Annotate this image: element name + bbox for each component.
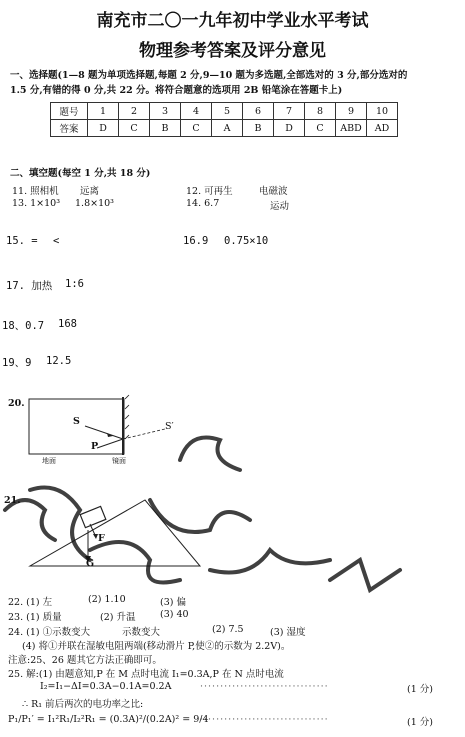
answer-cell: C: [181, 120, 212, 137]
answer-cell: ABD: [336, 120, 367, 137]
q13-answer: 13. 1×10³: [12, 198, 61, 209]
q22-answer-b: (2) 1.10: [88, 594, 126, 605]
dotted-leader-2: ································: [200, 714, 329, 725]
answer-cell: C: [119, 120, 150, 137]
q18-answer-b: 168: [58, 318, 77, 330]
q15-answer-b: <: [53, 235, 60, 247]
q23-answer: 23. (1) 质量: [8, 612, 62, 623]
number-cell: 2: [119, 103, 150, 120]
q24-answer: 24. (1) ①示数变大: [8, 627, 91, 638]
q19-answer-b: 12.5: [46, 355, 72, 367]
q14-answer-b: 运动: [270, 201, 290, 212]
q16-answer-b: 0.75×10: [224, 235, 269, 247]
dotted-leader: ································: [200, 681, 329, 692]
number-cell: 8: [305, 103, 336, 120]
answer-cell: A: [212, 120, 243, 137]
answer-cell: B: [243, 120, 274, 137]
q16-answer: 16.9: [183, 235, 209, 247]
q20-label: 20.: [8, 398, 25, 409]
handwritten-watermark: [0, 400, 465, 620]
mirror-label: 镜面: [112, 457, 126, 465]
number-cell: 10: [367, 103, 398, 120]
number-cell: 4: [181, 103, 212, 120]
q22-answer-c: (3) 偏: [160, 597, 186, 608]
q18-answer: 18、0.7: [2, 320, 45, 332]
q17-answer-b: 1:6: [65, 278, 84, 290]
q14-answer: 14. 6.7: [186, 198, 220, 209]
number-row: [51, 103, 398, 120]
note-text: 注意:25、26 题其它方法正确即可。: [8, 655, 162, 666]
q25-line1: 25. 解:(1) 由题意知,P 在 M 点时电流 I₁=0.3A,P 在 N 点时电流: [8, 669, 284, 680]
section1-instructions-line2: 1.5 分,有错的得 0 分,共 22 分。将符合题意的选项用 2B 铅笔涂在答题卡上): [10, 85, 343, 96]
score-mark-1: (1 分): [407, 684, 433, 695]
q12-answer-b: 电磁波: [259, 186, 288, 197]
q23-answer-c: (3) 40: [160, 609, 189, 620]
q17-answer: 17. 加热: [6, 280, 53, 292]
point-s-label: S: [73, 416, 80, 427]
answer-cell: D: [88, 120, 119, 137]
answer-cell: AD: [367, 120, 398, 137]
answer-table: [50, 102, 398, 137]
row-header: 题号: [51, 103, 88, 120]
number-cell: 6: [243, 103, 274, 120]
section2-title: 二、填空题(每空 1 分,共 18 分): [10, 168, 151, 179]
point-s-prime-label: S′: [165, 421, 174, 432]
q24-answer-b: 示数变大: [122, 627, 161, 638]
answer-row: [51, 120, 398, 137]
ground-label: 地面: [42, 457, 56, 465]
q13-answer-b: 1.8×10³: [75, 198, 114, 209]
force-g-label: G: [86, 558, 95, 569]
number-cell: 3: [150, 103, 181, 120]
document-title: 南充市二〇一九年初中学业水平考试: [96, 11, 369, 31]
q12-answer: 12. 可再生: [186, 186, 233, 197]
number-cell: 5: [212, 103, 243, 120]
q21-label: 21.: [4, 495, 21, 506]
answer-cell: B: [150, 120, 181, 137]
q24-answer-d: (3) 湿度: [270, 627, 306, 638]
q11-answer: 11. 照相机: [12, 186, 59, 197]
answer-header: 答案: [51, 120, 88, 137]
number-cell: 7: [274, 103, 305, 120]
score-mark-2: (1 分): [407, 717, 433, 728]
q25-line3: ∴ R₁ 前后两次的电功率之比:: [22, 699, 144, 710]
section1-instructions-line1: 一、选择题(1—8 题为单项选择题,每题 2 分,9—10 题为多选题,全部选对的 3 分,部分选对的: [10, 70, 408, 81]
q22-answer: 22. (1) 左: [8, 597, 53, 608]
force-f-label: F: [98, 533, 105, 544]
document-subtitle: 物理参考答案及评分意见: [139, 41, 326, 61]
q25-line2: I₂=I₁−ΔI=0.3A−0.1A=0.2A: [40, 681, 172, 692]
answer-cell: C: [305, 120, 336, 137]
q23-answer-b: (2) 升温: [100, 612, 136, 623]
q24-answer-e: (4) 将①并联在湿敏电阻两端(移动滑片 P,使②的示数为 2.2V)。: [22, 641, 291, 652]
q24-answer-c: (2) 7.5: [212, 624, 244, 635]
q19-answer: 19、9: [2, 357, 32, 369]
q15-answer: 15. =: [6, 235, 38, 247]
q11-answer-b: 远离: [80, 186, 100, 197]
answer-cell: D: [274, 120, 305, 137]
number-cell: 1: [88, 103, 119, 120]
q25-line4: P₁/P₁′ = I₁²R₁/I₂²R₁ = (0.3A)²/(0.2A)² = 9/4: [8, 714, 209, 725]
point-p-label: P: [91, 441, 99, 452]
number-cell: 9: [336, 103, 367, 120]
